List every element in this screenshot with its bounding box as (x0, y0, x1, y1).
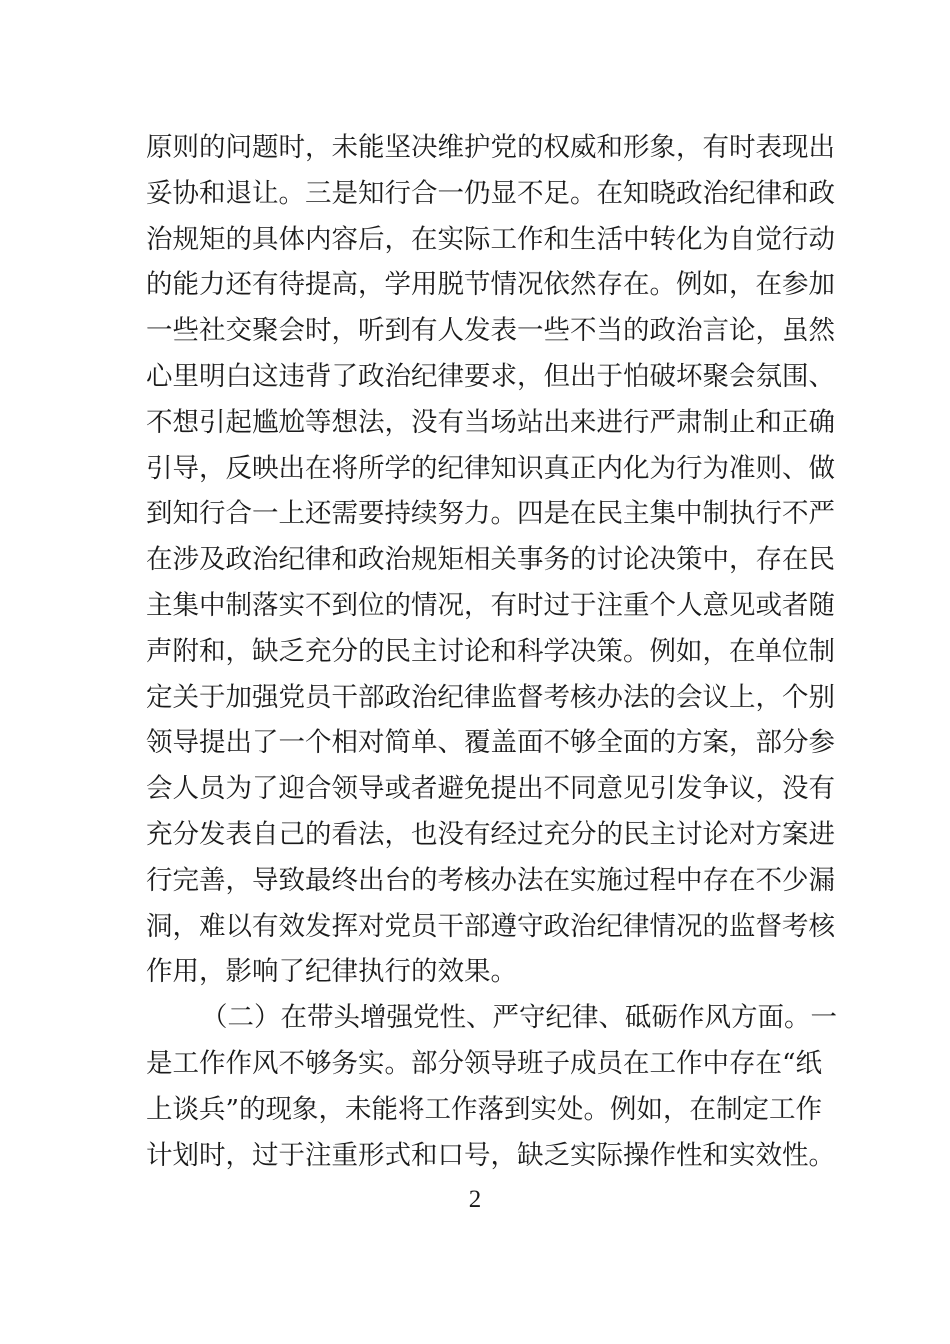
text-line: 定关于加强党员干部政治纪律监督考核办法的会议上，个别 (146, 681, 835, 713)
text-line: 充分发表自己的看法，也没有经过充分的民主讨论对方案进 (146, 818, 835, 850)
text-line: 一些社交聚会时，听到有人发表一些不当的政治言论，虽然 (146, 315, 835, 347)
page-number: 2 (468, 1186, 482, 1213)
text-line: 原则的问题时，未能坚决维护党的权威和形象，有时表现出 (146, 132, 835, 163)
text-line: 治规矩的具体内容后，在实际工作和生活中转化为自觉行动 (146, 223, 835, 255)
text-line-paragraph-end: 作用，影响了纪律执行的效果。 (146, 956, 517, 988)
text-line: 行完善，导致最终出台的考核办法在实施过程中存在不少漏 (146, 864, 835, 896)
text-line: 是工作作风不够务实。部分领导班子成员在工作中存在“纸 (146, 1047, 823, 1079)
text-line: 妥协和退让。三是知行合一仍显不足。在知晓政治纪律和政 (146, 177, 835, 209)
text-line: 不想引起尴尬等想法，没有当场站出来进行严肃制止和正确 (146, 406, 835, 438)
text-line: 计划时，过于注重形式和口号，缺乏实际操作性和实效性。 (146, 1139, 835, 1171)
text-line: 心里明白这违背了政治纪律要求，但出于怕破坏聚会氛围、 (146, 360, 835, 392)
text-line: 的能力还有待提高，学用脱节情况依然存在。例如，在参加 (146, 269, 835, 301)
text-line: 在涉及政治纪律和政治规矩相关事务的讨论决策中，存在民 (146, 544, 835, 576)
text-line: 上谈兵”的现象，未能将工作落到实处。例如，在制定工作 (146, 1093, 823, 1125)
text-line: 声附和，缺乏充分的民主讨论和科学决策。例如，在单位制 (146, 635, 835, 667)
text-line: 主集中制落实不到位的情况，有时过于注重个人意见或者随 (146, 589, 835, 621)
section-heading-line: （二）在带头增强党性、严守纪律、砥砺作风方面。一 (201, 1002, 837, 1034)
text-line: 会人员为了迎合领导或者避免提出不同意见引发争议，没有 (146, 773, 835, 805)
text-line: 引导，反映出在将所学的纪律知识真正内化为行为准则、做 (146, 452, 835, 484)
body-text (146, 130, 837, 1183)
text-line: 洞，难以有效发挥对党员干部遵守政治纪律情况的监督考核 (146, 910, 835, 942)
text-line: 领导提出了一个相对简单、覆盖面不够全面的方案，部分参 (146, 727, 835, 759)
text-line: 到知行合一上还需要持续努力。四是在民主集中制执行不严 (146, 498, 835, 530)
